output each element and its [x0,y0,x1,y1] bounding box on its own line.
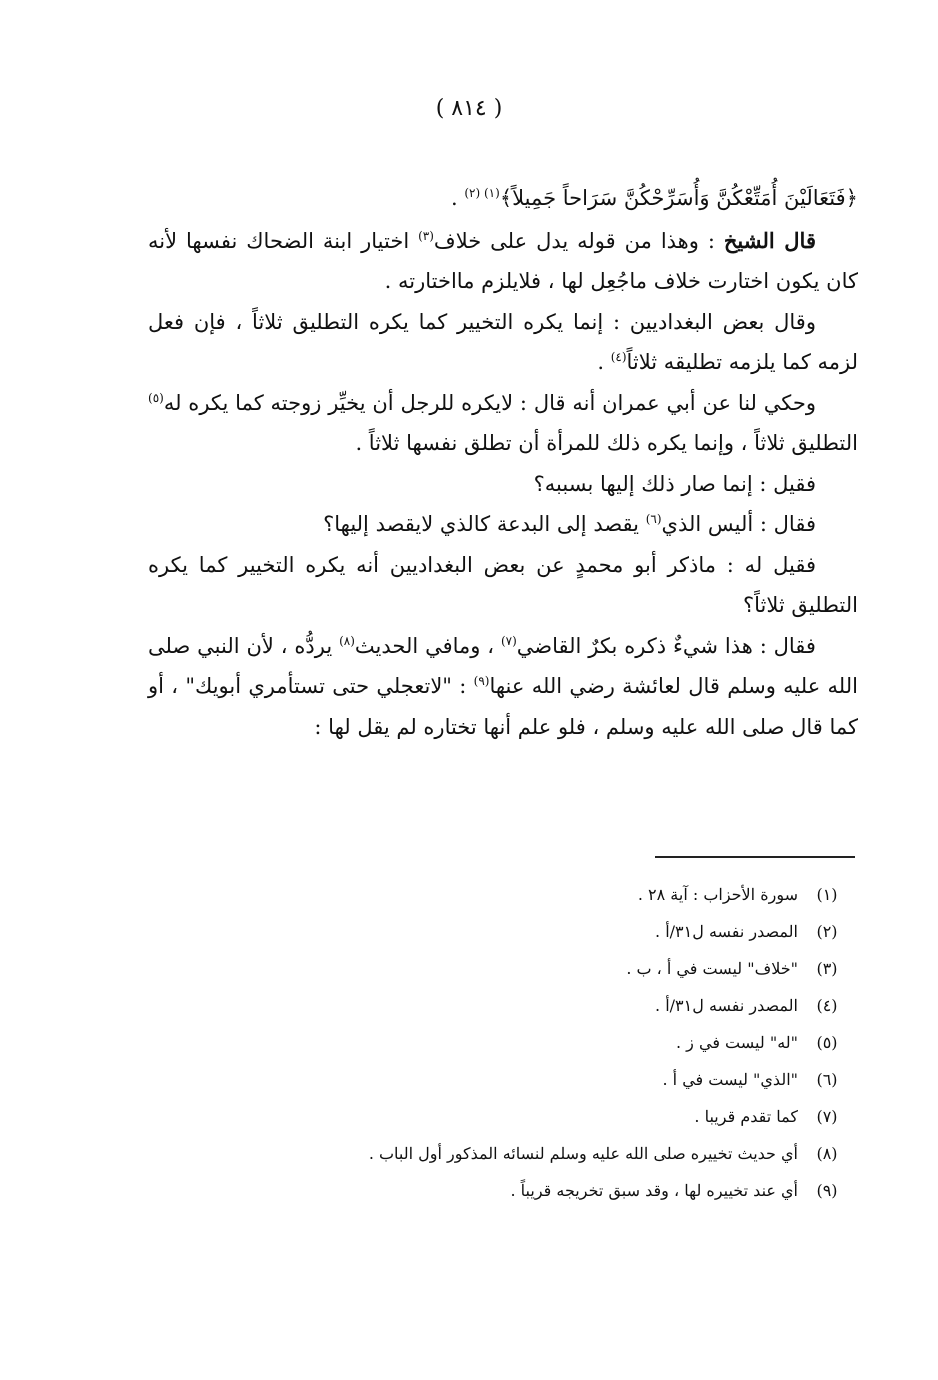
paragraph [148,302,858,383]
footnote-ref: (٣) [418,228,434,243]
sheikh-label: قال الشيخ [723,227,816,253]
paragraph-text: يقصد إلى البدعة كالذي لايقصد إليها؟ [323,512,646,536]
footnote [150,876,856,913]
footnote [150,1135,856,1172]
paragraph-text: وقال بعض البغداديين : إنما يكره التخيير كما يكره التطليق ثلاثاً ، فإن فعل لزمه كما يلزمه تطليقه ثلاثاً [148,309,858,374]
footnote [150,913,856,950]
footnote-text: المصدر نفسه ل٣١/أ . [655,996,798,1015]
verse-text: ﴿فَتَعَالَيْنَ أُمَتِّعْكُنَّ وَأُسَرِّحْكُنَّ سَرَاحاً جَمِيلاً﴾ [499,186,858,210]
footnote [150,1098,856,1135]
paragraph-text: . [597,350,611,374]
footnote-text: أي حديث تخييره صلى الله عليه وسلم لنسائه المذكور أول الباب . [368,1144,798,1163]
paragraph-text: يردُّه ، لأن النبي صلى الله عليه وسلم قال لعائشة رضي الله عنها [148,633,858,698]
paragraph-text: وحكي لنا عن أبي عمران أنه قال : لايكره للرجل أن يخيِّر زوجته كما يكره له [163,390,816,415]
footnote-text: "له" ليست في ز . [676,1033,798,1052]
paragraph [148,504,858,545]
paragraph [148,626,858,748]
footnote-text: سورة الأحزاب : آية ٢٨ . [637,885,798,904]
paragraph-text: : وهذا من قوله يدل على خلاف [433,228,724,253]
paragraph-text: فقال : أليس الذي [661,512,816,536]
paragraph-text: فقيل له : ماذكر أبو محمدٍ عن بعض البغداديين أنه يكره التخيير كما يكره التطليق ثلاثاً؟ [148,552,858,617]
page-number: ( ٨١٤ ) [435,96,503,121]
paragraph-text: ، ومافي الحديث [354,633,501,658]
footnote-number: (١) [816,885,838,904]
footnote-text: "الذي" ليست في أ . [662,1070,798,1089]
footnote-number: (٣) [816,959,838,978]
footnote-ref: (٤) [610,350,627,364]
footnote-text: "خلاف" ليست في أ ، ب . [626,959,798,978]
paragraph [148,464,858,505]
footnote-text: المصدر نفسه ل٣١/أ . [655,922,798,941]
paragraph-text: فقال : هذا شيءٌ ذكره بكرٌ القاضي [516,633,816,658]
paragraph [148,545,858,626]
paragraph-text: فقيل : إنما صار ذلك إليها بسببه؟ [533,471,816,496]
footnote-text: أي عند تخييره لها ، وقد سبق تخريجه قريباً . [510,1181,798,1200]
footnote-ref: (٨) [339,633,355,648]
footnote [150,1172,856,1209]
main-text [148,178,858,747]
verse-end: . [450,186,465,210]
footnote-text: كما تقدم قريبا . [694,1107,798,1126]
footnote [150,987,856,1024]
footnote-number: (٢) [816,922,838,941]
footnote-ref: (١) (٢) [464,186,500,200]
footnote-ref: (٦) [645,512,662,526]
footnote-divider [655,856,855,858]
paragraph [148,221,858,302]
paragraph-text: التطليق ثلاثاً ، وإنما يكره ذلك للمرأة أن تطلق نفسها ثلاثاً . [355,431,858,455]
paragraph [148,383,858,464]
footnote-number: (٨) [816,1144,838,1163]
footnote-ref: (٩) [473,674,490,688]
paragraph-text: اختيار ابنة الضحاك نفسها لأنه كان يكون اختارت خلاف ماجُعِل لها ، فلايلزم مااختارته . [148,228,858,293]
footnote-ref: (٥) [148,390,164,405]
footnote [150,1024,856,1061]
footnote-number: (٦) [816,1070,838,1089]
footnote [150,950,856,987]
footnote [150,1061,856,1098]
quran-verse [148,178,858,219]
footnote-number: (٤) [816,996,838,1015]
footnote-number: (٩) [816,1181,838,1200]
footnotes [150,876,856,1209]
paragraph-text: : "لاتعجلي حتى تستأمري أبويك" ، أو كما قال صلى الله عليه وسلم ، فلو علم أنها تختاره لم يقل لها : [148,674,858,739]
footnote-number: (٥) [816,1033,838,1052]
footnote-number: (٧) [816,1107,838,1126]
footnote-ref: (٧) [500,633,517,648]
